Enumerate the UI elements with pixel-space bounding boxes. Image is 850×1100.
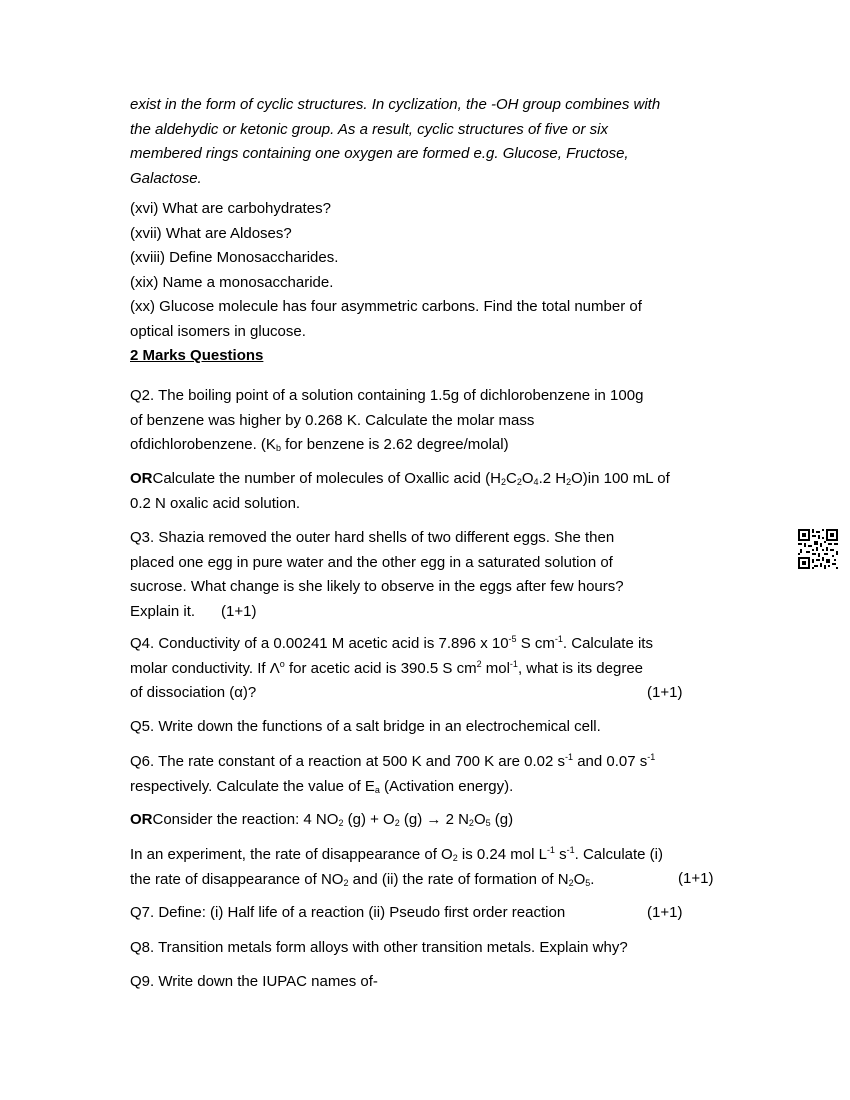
q6-or-line: ORConsider the reaction: 4 $NO_2$ $(g) + O_2$ (g) → 2 $N_2O_5$ (g): [130, 811, 514, 828]
question-6-or-experiment: [130, 843, 730, 892]
q8-line: Q8. Transition metals form alloys with other transition metals. Explain why?: [130, 939, 628, 956]
q3-line: Explain it. (1+1): [130, 602, 257, 620]
q2-line: of benzene was higher by 0.268 K. Calculate the molar mass: [130, 411, 535, 429]
arrow-icon: →: [426, 811, 442, 828]
or-label: OR: [130, 470, 153, 487]
question-xix: (xix) Name a monosaccharide.: [130, 273, 334, 291]
question-2: [130, 384, 730, 458]
question-9: [130, 970, 730, 995]
q2-or-line: ORCalculate the number of molecules of Oxallic acid ($H_2C_2O_4.2$ $H_2O)in$ 100 mL of: [130, 470, 670, 487]
question-8: [130, 936, 730, 961]
q6-or-marks: (1+1): [678, 870, 714, 887]
q2-or-line: 0.2 N oxalic acid solution.: [130, 494, 301, 512]
q3-line: Q3. Shazia removed the outer hard shells of two different eggs. She then: [130, 529, 615, 546]
question-xx: (xx) Glucose molecule has four asymmetric carbons. Find the total number of: [130, 298, 642, 315]
intro-line: Galactose.: [130, 169, 202, 187]
q4-line: molar conductivity. If $\Lambda^o$ for acetic acid is 390.5 S $cm^2$ mol$^{-1}$, what is its degree: [130, 658, 643, 677]
q7-line: Q7. Define: (i) Half life of a reaction (ii) Pseudo first order reaction: [130, 904, 566, 921]
q9-line: Q9. Write down the IUPAC names of-: [130, 973, 378, 990]
q3-marks: (1+1): [221, 602, 257, 620]
question-xviii: (xviii) Define Monosaccharides.: [130, 249, 339, 266]
question-3: [130, 526, 730, 624]
question-4: [130, 632, 730, 706]
question-xvi: (xvi) What are carbohydrates?: [130, 200, 331, 217]
intro-paragraph: [130, 93, 730, 191]
question-6: [130, 750, 730, 799]
q5-line: Q5. Write down the functions of a salt bridge in an electrochemical cell.: [130, 718, 601, 735]
q6-line: respectively. Calculate the value of $E_a$ (Activation energy).: [130, 777, 514, 795]
intro-line: membered rings containing one oxygen are formed e.g. Glucose, Fructose,: [130, 145, 629, 162]
q6-or-exp-line: In an experiment, the rate of disappearance of $O_2$ is 0.24 mol $L^{-1}$ $s^{-1}$. Calculate (i): [130, 845, 663, 863]
q2-line: ofdichlorobenzene. ($K_b$ for benzene is 2.62 degree/molal): [130, 436, 509, 453]
question-5: [130, 715, 730, 740]
question-xx-cont: optical isomers in glucose.: [130, 322, 306, 340]
question-2-or: [130, 467, 730, 516]
section-title: 2 Marks Questions: [130, 347, 264, 364]
qr-code-icon: [798, 529, 838, 569]
q7-marks: (1+1): [647, 904, 683, 921]
q6-line: Q6. The rate constant of a reaction at 500 K and 700 K are 0.02 $s^{-1}$ and 0.07 $s^{-1}$: [130, 752, 656, 770]
q4-line: Q4. Conductivity of a 0.00241 M acetic acid is 7.896 x $10^{-5}$ S $cm^{-1}$. Calculate its: [130, 634, 653, 652]
q4-line: of dissociation (α)?: [130, 684, 257, 701]
intro-line: exist in the form of cyclic structures. In cyclization, the -OH group combines with: [130, 96, 661, 113]
or-label: OR: [130, 811, 153, 828]
question-7: [130, 901, 730, 926]
one-mark-questions: [130, 197, 730, 369]
q6-or-exp-line: the rate of disappearance of $NO_2$ and (ii) the rate of formation of $N_2O_5$.: [130, 870, 595, 888]
question-xvii: (xvii) What are Aldoses?: [130, 224, 292, 242]
q3-line: sucrose. What change is she likely to observe in the eggs after few hours?: [130, 578, 624, 595]
question-6-or: [130, 808, 730, 833]
q4-marks: (1+1): [647, 684, 683, 701]
q2-line: Q2. The boiling point of a solution containing 1.5g of dichlorobenzene in 100g: [130, 387, 644, 404]
intro-line: the aldehydic or ketonic group. As a result, cyclic structures of five or six: [130, 120, 608, 138]
q3-line: placed one egg in pure water and the other egg in a saturated solution of: [130, 553, 613, 571]
